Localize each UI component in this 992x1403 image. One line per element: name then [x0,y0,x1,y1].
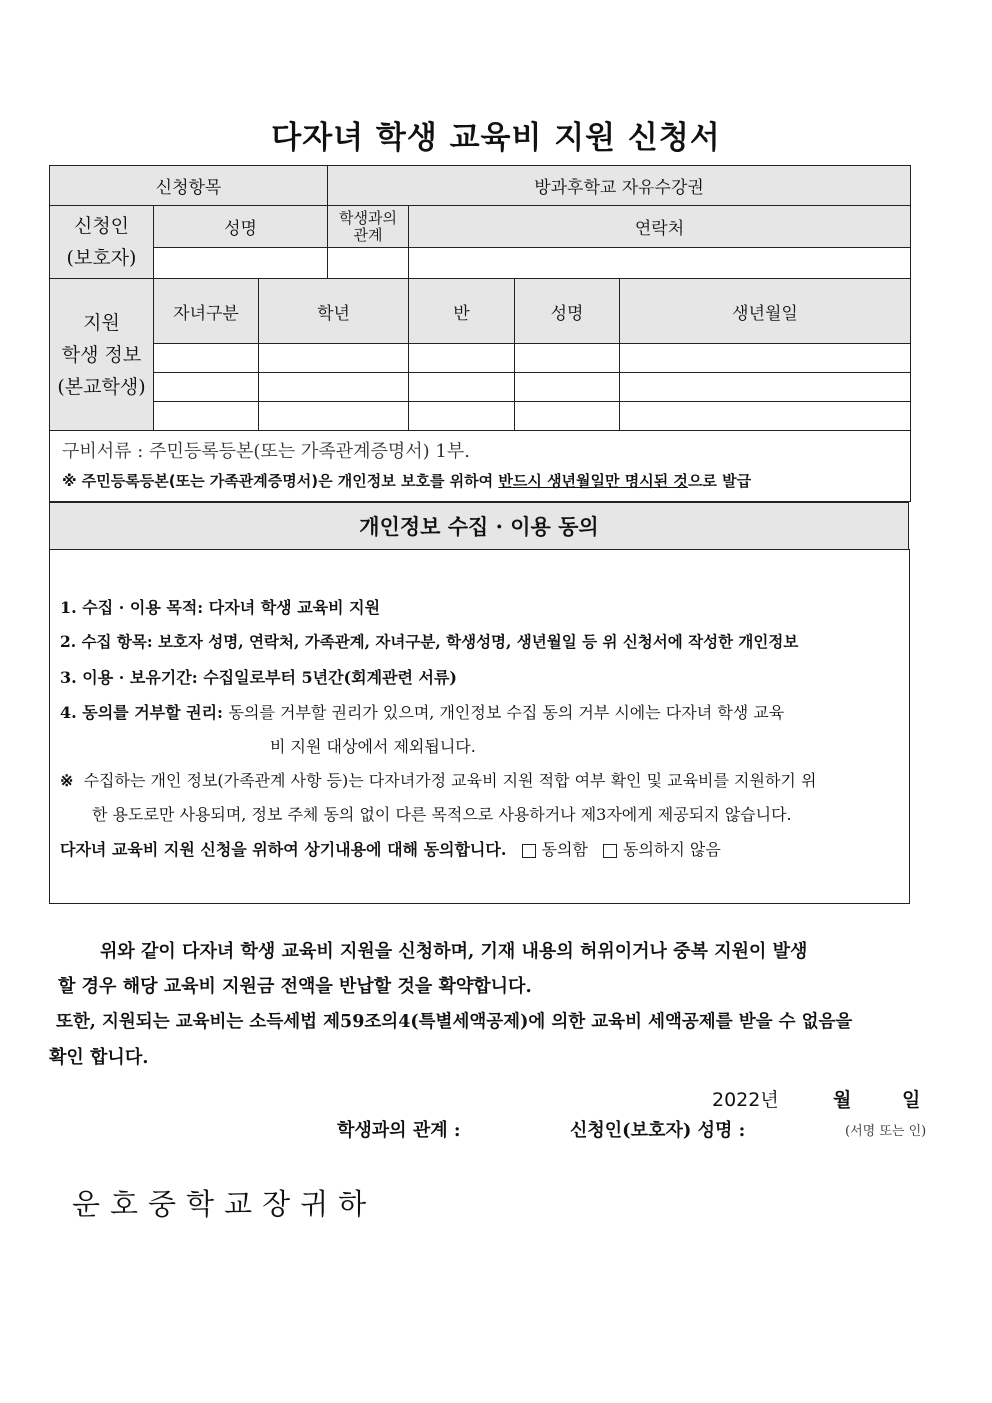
grade-cell[interactable] [259,344,409,373]
consent-note: ※ 수집하는 개인 정보(가족관계 사항 등)는 다자녀가정 교육비 지원 적합 여부 확인 및 교육비를 지원하기 위 [60,771,817,790]
pledge-line-2: 할 경우 해당 교육비 지원금 전액을 반납할 것을 확약합니다. [58,976,532,997]
date-year: 2022년 [712,1089,779,1111]
date-day: 일 [902,1089,921,1111]
table-row [50,402,911,431]
grade-header: 학년 [259,279,409,344]
disagree-label: 동의하지 않음 [622,840,721,859]
addressee: 운호중학교장귀하 [72,1187,377,1221]
student-name-cell[interactable] [515,402,620,431]
birth-cell[interactable] [620,344,911,373]
guardian-name-field[interactable] [154,248,328,279]
child-type-cell[interactable] [154,402,259,431]
consent-item-3: 3. 이용 · 보유기간: 수집일로부터 5년간(회계관련 서류) [60,668,457,687]
application-table [49,165,911,502]
required-documents [50,431,911,502]
applicant-signature-label: 신청인(보호자) 성명 : [570,1120,746,1141]
page-title: 다자녀 학생 교육비 지원 신청서 [271,120,721,156]
applicant-label: 신청인 (보호자) [50,206,154,279]
consent-item-2: 2. 수집 항목: 보호자 성명, 연락처, 가족관계, 자녀구분, 학생성명, 생년월일 등 위 신청서에 작성한 개인정보 [60,632,799,651]
agree-checkbox[interactable] [522,844,536,858]
consent-heading: 개인정보 수집 · 이용 동의 [49,502,909,550]
birth-cell[interactable] [620,402,911,431]
documents-line: 구비서류 : 주민등록등본(또는 가족관계증명서) 1부. [62,441,470,462]
relation-field[interactable] [328,248,409,279]
relation-signature-label: 학생과의 관계 : [337,1120,461,1141]
student-name-cell[interactable] [515,344,620,373]
pledge-line-3: 또한, 지원되는 교육비는 소득세법 제59조의4(특별세액공제)에 의한 교육비 세액공제를 받을 수 없음을 [56,1012,853,1032]
table-row [50,373,911,402]
child-type-cell[interactable] [154,344,259,373]
consent-item-1: 1. 수집 · 이용 목적: 다자녀 학생 교육비 지원 [60,598,381,617]
consent-box [49,549,910,904]
birth-cell[interactable] [620,373,911,402]
contact-label: 연락처 [409,206,911,248]
student-name-cell[interactable] [515,373,620,402]
consent-note-cont: 한 용도로만 사용되며, 정보 주체 동의 없이 다른 목적으로 사용하거나 제3자에게 제공되지 않습니다. [92,805,792,824]
sign-hint: (서명 또는 인) [845,1124,927,1139]
pledge-line-1: 위와 같이 다자녀 학생 교육비 지원을 신청하며, 기재 내용의 허위이거나 중복 지원이 발생 [100,941,808,962]
contact-field[interactable] [409,248,911,279]
birth-header: 생년월일 [620,279,911,344]
agree-label: 동의함 [541,840,588,859]
guardian-name-label: 성명 [154,206,328,248]
class-header: 반 [409,279,515,344]
student-name-header: 성명 [515,279,620,344]
child-type-header: 자녀구분 [154,279,259,344]
consent-agree-row: 다자녀 교육비 지원 신청을 위하여 상기내용에 대해 동의합니다. 동의함 동의하지 않음 [60,840,721,859]
student-info-label: 지원 학생 정보 (본교학생) [50,279,154,431]
documents-note: ※ 주민등록등본(또는 가족관계증명서)은 개인정보 보호를 위하여 반드시 생년월일만 명시된 것으로 발급 [62,472,752,490]
class-cell[interactable] [409,373,515,402]
consent-item-4: 4. 동의를 거부할 권리: 동의를 거부할 권리가 있으며, 개인정보 수집 동의 거부 시에는 다자녀 학생 교육 [60,703,785,722]
grade-cell[interactable] [259,402,409,431]
class-cell[interactable] [409,344,515,373]
item-value: 방과후학교 자유수강권 [328,166,911,206]
class-cell[interactable] [409,402,515,431]
consent-item-4-cont: 비 지원 대상에서 제외됩니다. [270,737,476,756]
grade-cell[interactable] [259,373,409,402]
table-row [50,344,911,373]
item-label: 신청항목 [50,166,328,206]
relation-label: 학생과의 관계 [328,206,409,248]
date-month: 월 [833,1089,852,1111]
pledge-line-4: 확인 합니다. [49,1047,149,1068]
disagree-checkbox[interactable] [603,844,617,858]
child-type-cell[interactable] [154,373,259,402]
